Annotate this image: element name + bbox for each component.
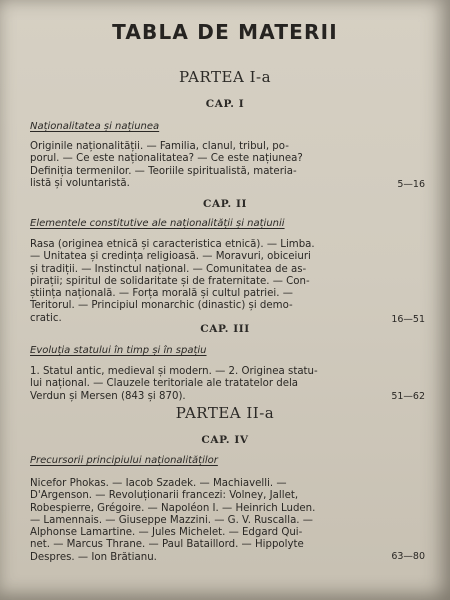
summary-line: Nicefor Phokas. — Iacob Szadek. — Machiavelli. — <box>30 478 287 489</box>
page-range-1: 5—16 <box>397 179 425 190</box>
chapter-summary-2 <box>30 239 370 325</box>
summary-line: — Unitatea și credința religioasă. — Moravuri, obiceiuri <box>30 251 311 263</box>
summary-line: pirații; spiritul de solidaritate și de fraternitate. — Con- <box>30 275 310 287</box>
summary-line: știința națională. — Forța morală și cultul patriei. — <box>30 288 293 300</box>
chapter-summary-4 <box>30 478 370 564</box>
summary-line: Originile naționalității. — Familia, clanul, tribul, po- <box>30 141 289 152</box>
page-range-4: 63—80 <box>391 551 425 562</box>
summary-line: Definiția termenilor. — Teoriile spiritualistă, materia- <box>30 165 297 177</box>
summary-line: Teritorul. — Principiul monarchic (dinastic) și demo- <box>30 300 293 312</box>
page-range-3: 51—62 <box>391 391 425 402</box>
chapter-label-1: CAP. I <box>205 98 245 110</box>
summary-line: și tradiții. — Instinctul național. — Comunitatea de as- <box>30 263 307 275</box>
summary-line: lui național. — Clauzele teritoriale ale tratatelor dela <box>30 378 299 390</box>
summary-line: Robespierre, Grégoire. — Napoléon I. — Heinrich Luden. <box>30 502 316 514</box>
summary-line: listă și voluntaristă. <box>30 177 130 189</box>
summary-line: porul. — Ce este naționalitatea? — Ce este națiunea? <box>30 153 303 165</box>
chapter-label-4: CAP. IV <box>201 434 249 446</box>
chapter-heading-2: Elementele constitutive ale naționalității și națiunii <box>30 218 285 229</box>
summary-line: D'Argenson. — Revoluționarii francezi: Volney, Jallet, <box>30 490 299 502</box>
summary-line: net. — Marcus Thrane. — Paul Bataillord. — Hippolyte <box>30 539 304 551</box>
summary-line: Despres. — Ion Brătianu. <box>30 551 157 563</box>
summary-line: — Lamennais. — Giuseppe Mazzini. — G. V. Ruscalla. — <box>30 514 313 526</box>
summary-line: cratic. <box>30 312 62 324</box>
chapter-heading-1: Naționalitatea și națiunea <box>30 121 160 132</box>
chapter-label-2: CAP. II <box>203 198 247 210</box>
chapter-summary-1 <box>30 141 370 190</box>
chapter-label-3: CAP. III <box>200 323 250 335</box>
part-heading-1: PARTEA I-a <box>178 68 272 86</box>
part-heading-2: PARTEA II-a <box>175 404 275 422</box>
page-range-2: 16—51 <box>391 314 425 325</box>
summary-line: Verdun și Mersen (843 și 870). <box>30 390 186 402</box>
summary-line: Rasa (originea etnică și caracteristica etnică). — Limba. <box>30 239 315 250</box>
chapter-heading-3: Evoluția statului în timp și în spațiu <box>30 345 207 356</box>
page-title: TABLA DE MATERII <box>112 20 338 44</box>
summary-line: Alphonse Lamartine. — Jules Michelet. — Edgard Qui- <box>30 527 303 539</box>
summary-line: 1. Statul antic, medieval și modern. — 2. Originea statu- <box>30 366 318 377</box>
chapter-summary-3 <box>30 366 370 403</box>
chapter-heading-4: Precursorii principiului naționalităților <box>30 455 218 466</box>
